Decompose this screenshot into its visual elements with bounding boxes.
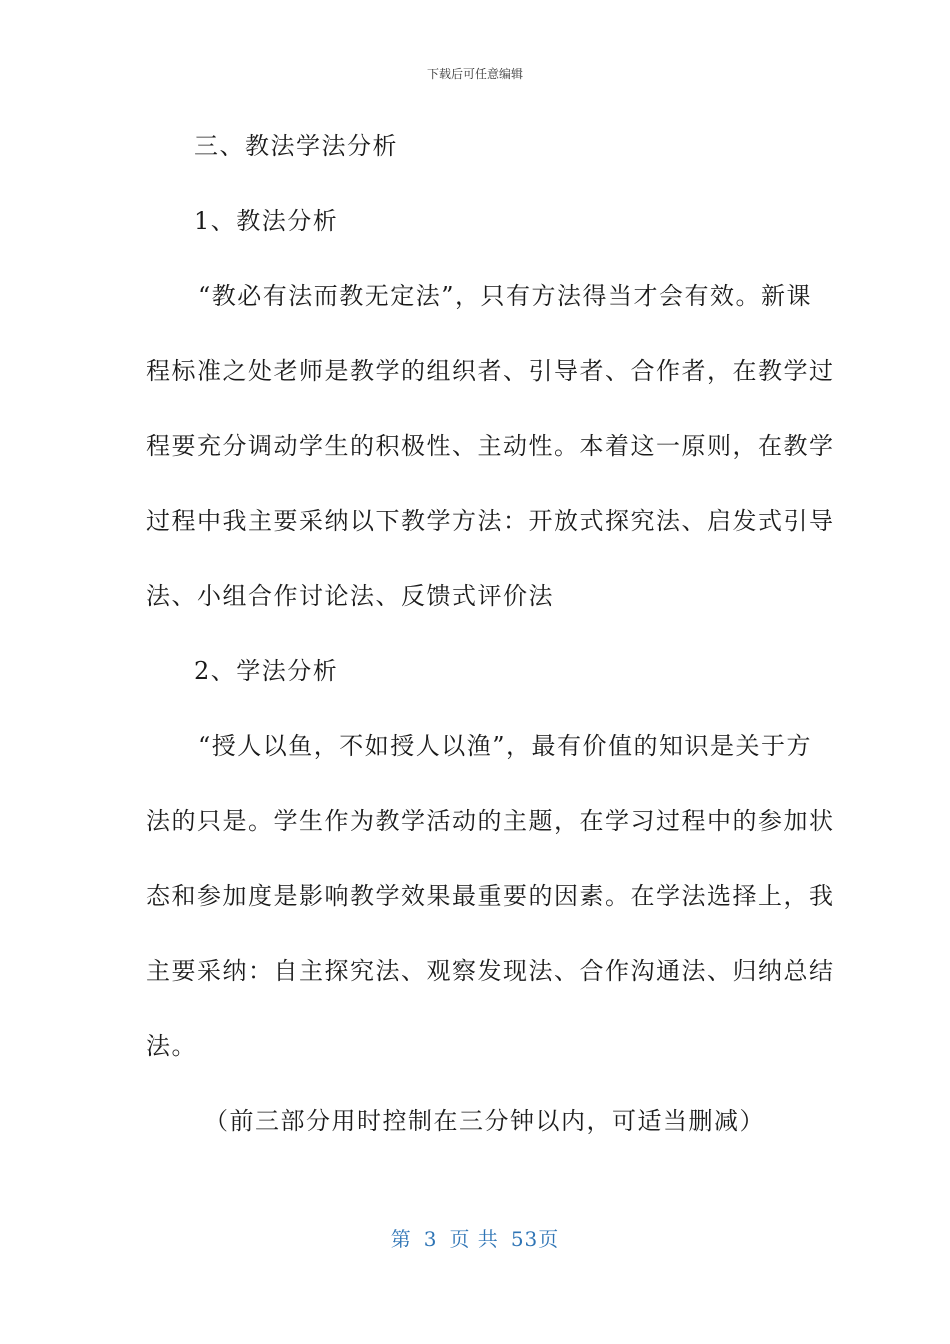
paragraph-line: 法、小组合作讨论法、反馈式评价法	[146, 582, 554, 610]
section-heading: 三、教法学法分析	[194, 132, 398, 160]
paragraph-line: 法的只是。学生作为教学活动的主题，在学习过程中的参加状	[146, 807, 835, 835]
footer-total-pages: 53	[510, 1227, 539, 1251]
subsection-heading-teaching-method: 1、教法分析	[194, 207, 339, 235]
page-footer	[0, 1226, 950, 1252]
footer-middle: 页 共	[449, 1227, 499, 1251]
paragraph-line: “授人以鱼，不如授人以渔”，最有价值的知识是关于方	[198, 732, 813, 760]
subsection-heading-learning-method: 2、学法分析	[194, 657, 339, 685]
paragraph-line: 程标准之处老师是教学的组织者、引导者、合作者，在教学过	[146, 357, 835, 385]
paragraph-line: “教必有法而教无定法”，只有方法得当才会有效。新课	[198, 282, 813, 310]
timing-note: （前三部分用时控制在三分钟以内，可适当删减）	[204, 1107, 765, 1135]
page-header	[0, 66, 950, 82]
footer-prefix: 第	[390, 1227, 412, 1251]
footer-suffix: 页	[538, 1227, 560, 1251]
footer-current-page: 3	[423, 1227, 438, 1251]
paragraph-line: 程要充分调动学生的积极性、主动性。本着这一原则，在教学	[146, 432, 835, 460]
paragraph-line: 过程中我主要采纳以下教学方法：开放式探究法、启发式引导	[146, 507, 835, 535]
header-text: 下载后可任意编辑	[426, 67, 523, 81]
paragraph-line: 法。	[146, 1032, 197, 1060]
paragraph-line: 主要采纳：自主探究法、观察发现法、合作沟通法、归纳总结	[146, 957, 835, 985]
paragraph-line: 态和参加度是影响教学效果最重要的因素。在学法选择上，我	[146, 882, 835, 910]
